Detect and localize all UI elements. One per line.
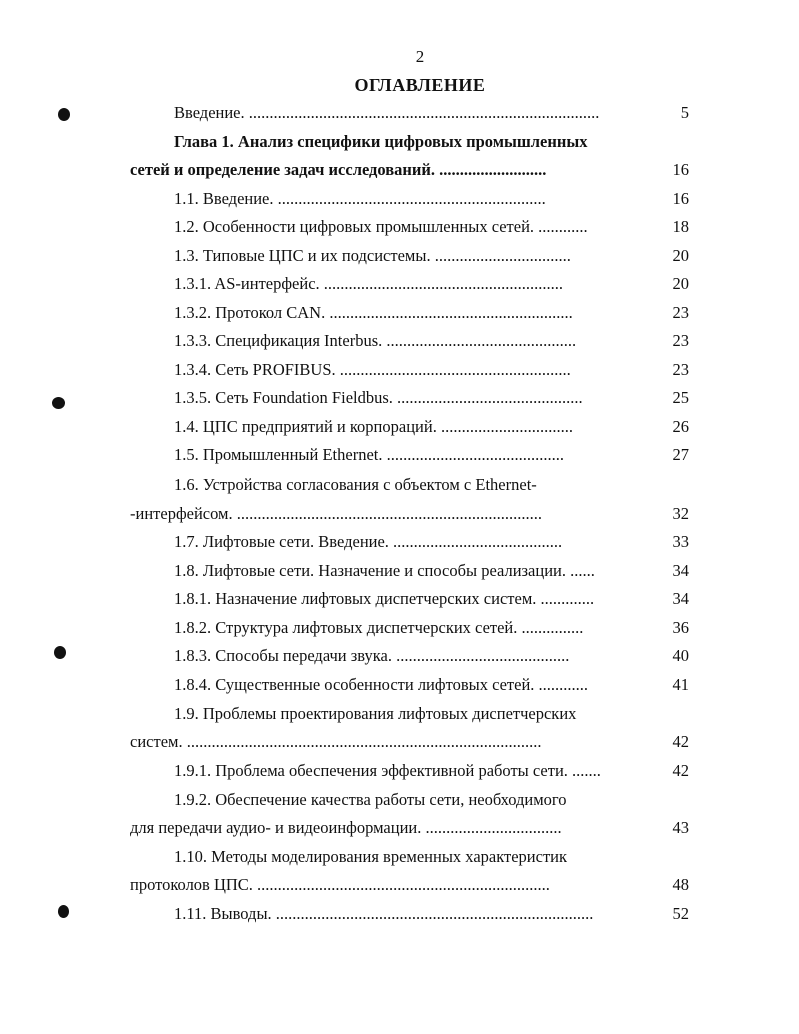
toc-entry-1-6: 1.6. Устройства согласования с объектом с Ethernet- [174,475,537,494]
toc-page: 32 [672,504,689,523]
toc-page: 16 [672,189,689,208]
toc-entry-1-3-1: 1.3.1. AS-интерфейс. .......................................................... [174,274,564,293]
toc-page: 20 [672,246,689,265]
toc-entry-1-8: 1.8. Лифтовые сети. Назначение и способы реализации. ...... [174,561,595,580]
toc-entry-1-7: 1.7. Лифтовые сети. Введение. ......................................... [174,532,563,551]
toc-entry-1-9: 1.9. Проблемы проектирования лифтовых диспетчерских [174,704,577,723]
toc-entry-1-5: 1.5. Промышленный Ethernet. ........................................... [174,445,564,464]
scan-mark [52,397,65,409]
toc-page: 43 [672,818,689,837]
scan-mark [54,646,66,659]
toc-page: 5 [680,103,689,122]
toc-entry-1-3-2: 1.3.2. Протокол CAN. ........................................................... [174,303,573,322]
toc-entry-1-9-1: 1.9.1. Проблема обеспечения эффективной работы сети. ....... [174,761,601,780]
toc-page: 36 [672,618,689,637]
toc-entry-1-8-3: 1.8.3. Способы передачи звука. .......................................... [174,646,570,665]
toc-entry-chapter-1-cont: сетей и определение задач исследований. .......................... [130,160,547,179]
toc-page: 42 [672,761,689,780]
toc-entry-1-3-4: 1.3.4. Сеть PROFIBUS. ........................................................ [174,360,571,379]
toc-entry-1-8-2: 1.8.2. Структура лифтовых диспетчерских сетей. ............... [174,618,584,637]
toc-page: 34 [672,589,689,608]
scan-mark [58,905,69,918]
toc-entry-1-3-5: 1.3.5. Сеть Foundation Fieldbus. ............................................. [174,388,583,407]
toc-entry-1-1: 1.1. Введение. ................................................................. [174,189,546,208]
toc-page: 25 [672,388,689,407]
toc-page: 16 [672,160,689,179]
toc-page: 23 [672,303,689,322]
toc-entry-chapter-1: Глава 1. Анализ специфики цифровых промышленных [174,132,588,151]
toc-entry-1-10-cont: протоколов ЦПС. ....................................................................... [130,875,550,894]
toc-entry-1-6-cont: -интерфейсом. .......................................................................... [130,504,542,523]
toc-entry-1-4: 1.4. ЦПС предприятий и корпораций. ................................ [174,417,573,436]
toc-page: 27 [672,445,689,464]
toc-title: ОГЛАВЛЕНИЕ [354,75,486,95]
toc-entry-1-8-1: 1.8.1. Назначение лифтовых диспетчерских систем. ............. [174,589,595,608]
toc-page: 23 [672,360,689,379]
toc-entry-1-3: 1.3. Типовые ЦПС и их подсистемы. ................................. [174,246,571,265]
toc-entry-introduction: Введение. ..................................................................................... [174,103,600,122]
toc-page: 41 [672,675,689,694]
toc-page: 23 [672,331,689,350]
toc-entry-1-9-2: 1.9.2. Обеспечение качества работы сети, необходимого [174,790,567,809]
page-number: 2 [415,47,425,66]
toc-entry-1-2: 1.2. Особенности цифровых промышленных сетей. ............ [174,217,588,236]
toc-page: 20 [672,274,689,293]
toc-page: 42 [672,732,689,751]
toc-page: 48 [672,875,689,894]
toc-page: 40 [672,646,689,665]
toc-entry-1-3-3: 1.3.3. Спецификация Interbus. .............................................. [174,331,577,350]
toc-page: 33 [672,532,689,551]
toc-entry-1-9-2-cont: для передачи аудио- и видеоинформации. ................................. [130,818,562,837]
toc-entry-1-9-cont: систем. ...................................................................................... [130,732,542,751]
toc-page: 18 [672,217,689,236]
toc-page: 52 [672,904,689,923]
scan-mark [58,108,70,121]
toc-page: 34 [672,561,689,580]
toc-entry-1-8-4: 1.8.4. Существенные особенности лифтовых сетей. ............ [174,675,589,694]
toc-page: 26 [672,417,689,436]
toc-entry-1-10: 1.10. Методы моделирования временных характеристик [174,847,568,866]
toc-entry-1-11: 1.11. Выводы. ............................................................................. [174,904,594,923]
